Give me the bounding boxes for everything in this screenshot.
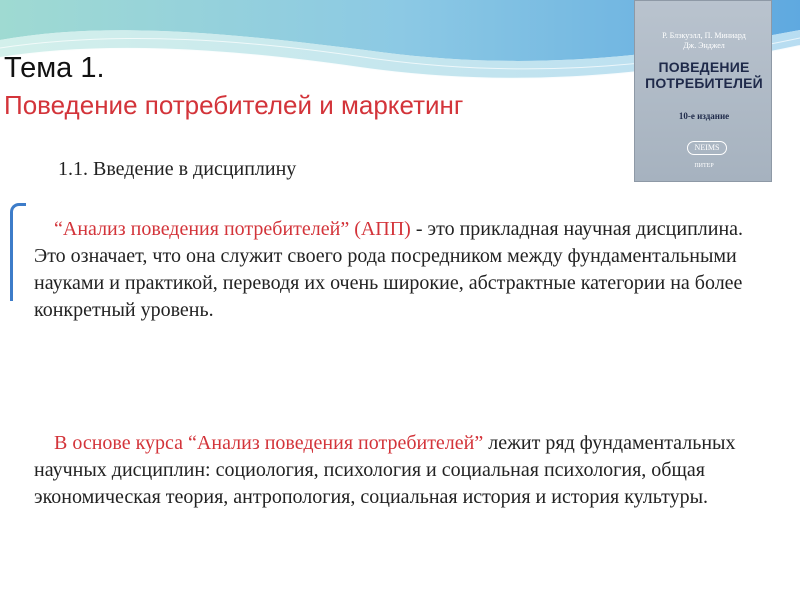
book-cover-image — [634, 0, 772, 182]
book-title: ПОВЕДЕНИЕ ПОТРЕБИТЕЛЕЙ — [645, 59, 763, 91]
paragraph-definition-text: - это прикладная научная дисциплина. Это означает, что она служит своего рода посредником между фундаментальными науками и практикой, переводя их очень широкие, абстрактные категории на более конкретный уровень. — [34, 218, 744, 321]
paragraph-definition-highlight: “Анализ поведения потребителей” (АПП) — [54, 218, 411, 240]
slide-topic-title: Поведение потребителей и маркетинг — [4, 90, 464, 120]
paragraph-foundations — [34, 430, 754, 511]
book-edition: 10-е издание — [678, 111, 730, 121]
slide-title: Тема 1. — [4, 52, 105, 84]
book-authors: Р. Блэкуэлл, П. Миниард Дж. Энджел — [662, 31, 746, 50]
bracket-decoration — [10, 203, 26, 301]
paragraph-foundations-highlight: В основе курса “Анализ поведения потребителей” — [54, 432, 484, 454]
paragraph-foundations-text: лежит ряд фундаментальных научных дисциплин: социология, психология и социальная психология, общая экономическая теория, антропология, социальная история и история культуры. — [34, 432, 736, 508]
section-subtitle: 1.1. Введение в дисциплину — [58, 158, 297, 180]
book-logo: NEIMS — [687, 141, 727, 155]
paragraph-definition — [34, 216, 754, 324]
book-publisher: ПИТЕР — [694, 163, 714, 169]
